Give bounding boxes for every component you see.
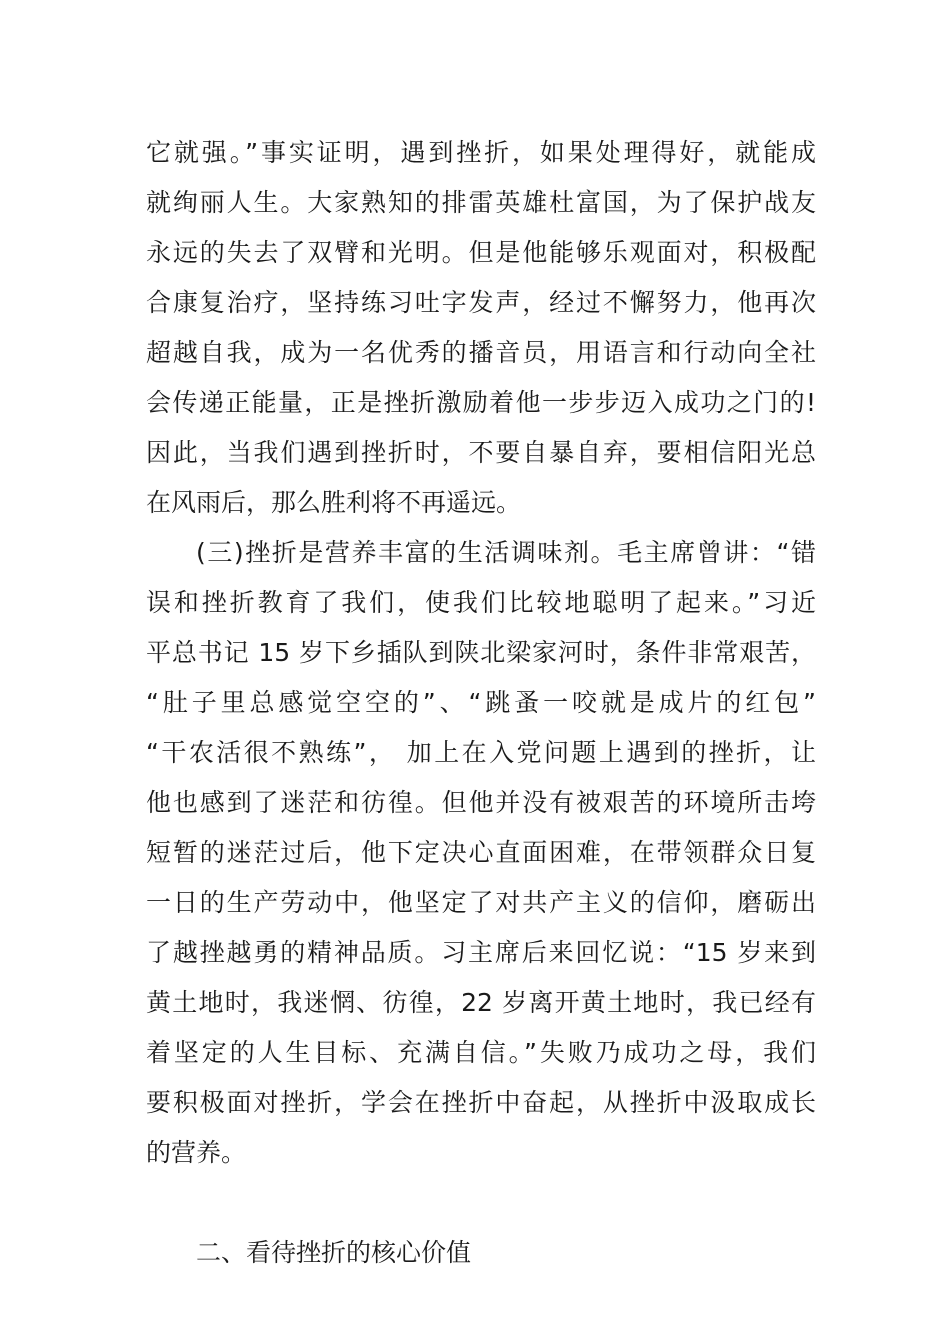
text-line: 着坚定的人生目标、充满自信。”失败乃成功之母，我们 [146, 1038, 816, 1067]
document-body [146, 128, 816, 1278]
text-line: 它就强。”事实证明，遇到挫折，如果处理得好，就能成 [146, 138, 816, 167]
text-line: 黄土地时，我迷惘、彷徨，22 岁离开黄土地时，我已经有 [146, 988, 816, 1017]
text-line: 永远的失去了双臂和光明。但是他能够乐观面对，积极配 [146, 238, 816, 267]
text-line: 了越挫越勇的精神品质。习主席后来回忆说：“15 岁来到 [146, 938, 816, 967]
text-line: “干农活很不熟练”， 加上在入党问题上遇到的挫折，让 [146, 738, 816, 767]
text-line: 在风雨后，那么胜利将不再遥远。 [146, 488, 522, 517]
text-line: 一日的生产劳动中，他坚定了对共产主义的信仰，磨砺出 [146, 888, 816, 917]
text-line: 要积极面对挫折，学会在挫折中奋起，从挫折中汲取成长 [146, 1088, 816, 1117]
text-line: (三)挫折是营养丰富的生活调味剂。毛主席曾讲：“错 [196, 538, 816, 567]
section-heading: 二、看待挫折的核心价值 [196, 1238, 472, 1267]
text-line: 合康复治疗，坚持练习吐字发声，经过不懈努力，他再次 [146, 288, 816, 317]
text-line: 平总书记 15 岁下乡插队到陕北梁家河时，条件非常艰苦， [146, 638, 816, 667]
text-line: 因此，当我们遇到挫折时，不要自暴自弃，要相信阳光总 [146, 438, 816, 467]
text-line: 误和挫折教育了我们，使我们比较地聪明了起来。”习近 [146, 588, 816, 617]
text-line: 的营养。 [146, 1138, 247, 1167]
text-line: 短暂的迷茫过后，他下定决心直面困难，在带领群众日复 [146, 838, 816, 867]
paragraph-gap [146, 1178, 816, 1228]
text-line: “肚子里总感觉空空的”、“跳蚤一咬就是成片的红包” [146, 688, 816, 717]
text-line: 超越自我，成为一名优秀的播音员，用语言和行动向全社 [146, 338, 816, 367]
text-line: 会传递正能量，正是挫折激励着他一步步迈入成功之门的! [146, 388, 816, 417]
text-line: 就绚丽人生。大家熟知的排雷英雄杜富国，为了保护战友 [146, 188, 816, 217]
paragraph-2 [146, 528, 816, 1178]
text-line: 他也感到了迷茫和彷徨。但他并没有被艰苦的环境所击垮 [146, 788, 816, 817]
paragraph-1 [146, 128, 816, 528]
